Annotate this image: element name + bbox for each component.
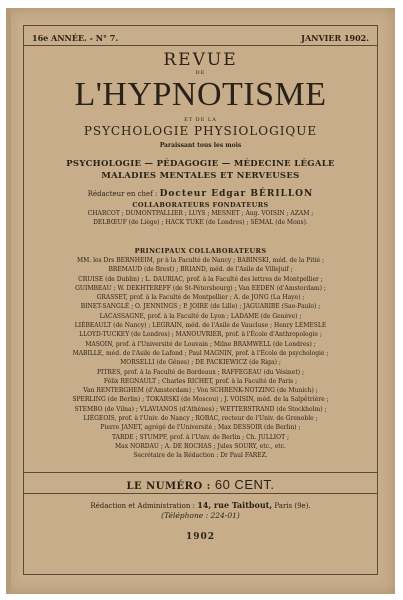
collaborators-line: STEMBO (de Vilna) ; VLAVIANOS (d'Athènes) ; WETTERSTRAND (de Stockholm) ; xyxy=(74,405,327,413)
subjects-line-2: MALADIES MENTALES ET NERVEUSES xyxy=(101,171,300,181)
collaborators-list xyxy=(34,256,367,461)
header-divider xyxy=(24,45,377,46)
collaborators-line: Max NORDAU ; A. DE ROCHAS ; Jules SOURY, etc., etc. xyxy=(115,442,286,450)
collaborators-line: PITRES, prof. à la Faculté de Bordeaux ; RAFFEGEAU (du Vésinet) ; xyxy=(96,368,305,376)
address-city: Paris (9e). xyxy=(274,502,311,510)
journal-cover xyxy=(6,8,395,594)
price-divider-bottom xyxy=(24,493,377,494)
address-prefix: Rédaction et Administration : xyxy=(90,502,195,510)
collaborators-line: Pierre JANET, agrégé de l'Université ; Max DESSOIR (de Berlin) ; xyxy=(100,424,301,432)
publisher-address xyxy=(24,500,377,510)
title-de: DE xyxy=(195,70,206,76)
collaborators-line: BREMAUD (de Brest) ; BRIAND, méd. de l'Asile de Villejuif ; xyxy=(108,266,293,274)
title-revue: REVUE xyxy=(163,50,238,70)
cover-spine-edge xyxy=(6,8,11,594)
collaborators-line: LIÉBEAULT (de Nancy) ; LEGRAIN, méd. de l'Asile de Vaucluse ; Henry LEMESLE xyxy=(74,322,327,330)
issue-month: JANVIER 1902. xyxy=(301,33,369,43)
price-value: 60 CENT. xyxy=(214,477,275,492)
editor-in-chief xyxy=(24,189,377,199)
collaborators-line: MM. les Drs BERNHEIM, pr à la Faculté de Nancy ; BABINSKI, méd. de la Pitié ; xyxy=(76,257,325,264)
subjects-line-1: PSYCHOLOGIE — PÉDAGOGIE — MÉDECINE LÉGALE xyxy=(66,159,335,169)
collaborators-line: MASOIN, prof. à l'Université de Louvain ; Milne BRAMWELL (de Londres) ; xyxy=(85,340,316,348)
collaborators-line: BINET-SANGLÉ ; O. JENNINGS ; P. JOIRE (de Lille) ; JAGUARIBE (Sao-Paulo) ; xyxy=(80,303,321,311)
secretary-line: Secrétaire de la Rédaction : Dr Paul FAREZ. xyxy=(133,452,268,460)
price-divider-top xyxy=(24,472,377,473)
publication-year: 1902 xyxy=(185,532,216,542)
founders-line: DELBŒUF (de Liège) ; HACK TUKE (de Londres) ; SÉMAL (de Mons). xyxy=(93,219,308,227)
editor-prefix: Rédacteur en chef : xyxy=(87,190,158,198)
issue-price xyxy=(24,477,377,492)
title-psychologie: PSYCHOLOGIE PHYSIOLOGIQUE xyxy=(83,124,318,138)
collaborators-line: GUIMBEAU ; W. DEKHTEREFF (de St-Pétersbourg) ; Van EEDEN (d'Amsterdam) ; xyxy=(75,284,326,292)
editor-name: Docteur Edgar BÉRILLON xyxy=(159,189,314,199)
title-et-de-la: ET DE LA xyxy=(184,117,217,123)
collaborators-line: SPERLING (de Berlin) ; TOKARSKI (de Moscou) ; J. VOISIN, méd. de la Salpêtrière ; xyxy=(72,396,329,404)
collaborators-line: TARDE ; STUMPF, prof. à l'Univ. de Berlin ; Ch. JULLIOT ; xyxy=(111,433,290,441)
collaborators-line: MABILLE, méd. de l'Asile de Lafond ; Paul MAGNIN, prof. à l'École de psychologie ; xyxy=(72,349,329,357)
collaborators-line: LLOYD-TUCKEY (de Londres) ; MANOUVRIER, prof. à l'École d'Anthropologie ; xyxy=(79,331,322,339)
founders-list xyxy=(34,209,367,228)
founders-line: CHARCOT ; DUMONTPALLIER ; LUYS ; MESNET ; Aug. VOISIN ; AZAM ; xyxy=(87,210,314,217)
collaborators-heading: PRINCIPAUX COLLABORATEURS xyxy=(134,247,267,255)
collaborators-line: Van RENTERGHEM (d'Amsterdam) ; Von SCHRENK-NOTZING (de Munich) ; xyxy=(83,387,318,395)
collaborators-line: GRASSET, prof. à la Faculté de Montpellier ; A. de JONG (La Haye) ; xyxy=(96,294,305,302)
collaborators-line: LACASSAGNE, prof. à la Faculté de Lyon ; LADAME (de Genève) ; xyxy=(99,312,302,320)
address-street: 14, rue Taitbout, xyxy=(197,500,273,510)
collaborators-line: Félix REGNAULT ; Charles RICHET, prof. à la Faculté de Paris ; xyxy=(103,377,298,385)
price-label: LE NUMÉRO : xyxy=(126,481,211,492)
collaborators-line: LIÉGEOIS, prof. à l'Univ. de Nancy ; ROBAC, recteur de l'Univ. de Grenoble ; xyxy=(83,415,318,423)
collaborators-line: CRUISE (de Dublin) ; L. DAURIAC, prof. à la Faculté des lettres de Montpellier ; xyxy=(78,275,323,283)
publisher-telephone: (Téléphone : 224-01) xyxy=(161,511,240,520)
founders-heading: COLLABORATEURS FONDATEURS xyxy=(132,201,269,209)
cover-border-frame xyxy=(23,25,378,575)
title-hypnotisme: L'HYPNOTISME xyxy=(74,76,327,113)
issue-edition: 16e ANNÉE. - N° 7. xyxy=(32,33,119,43)
collaborators-line: MORSELLI (de Gênes) ; DE PACKIEWICZ (de Riga) ; xyxy=(120,359,281,367)
title-periodicity: Paraissant tous les mois xyxy=(159,142,242,149)
